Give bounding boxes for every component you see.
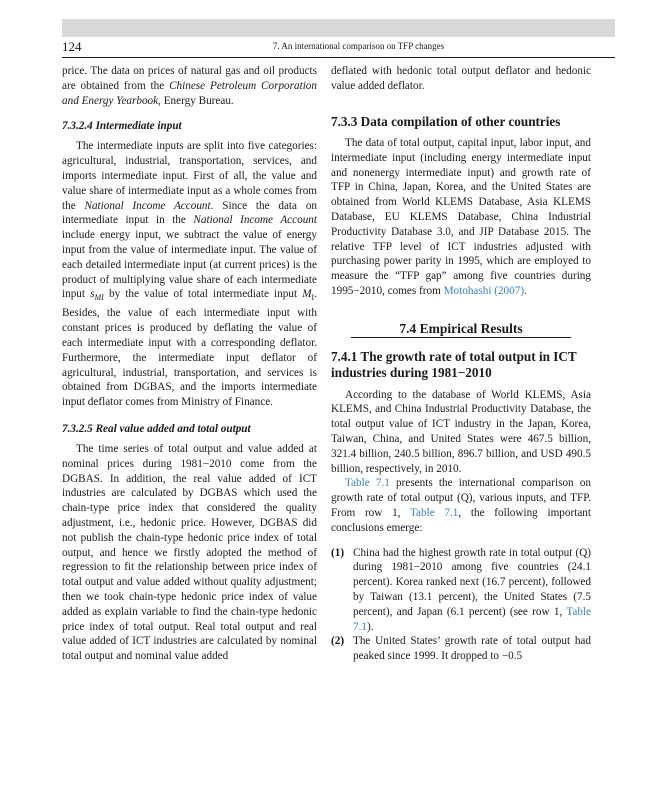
paragraph-real-value-added: The time series of total output and value added at nominal prices during 1981−2010 come from the DGBAS. In addition, the real value added of ICT industries are calculated by DGBAS which used the chain-type price index that considered the quality adjustment, i.e., hedonic price. However, DGBAS did not publish the chain-type hedonic price index of total output, and hence we firstly adopted the method of regression to fit the relationship between price index of total output and value added without quality adjustment; then we took chain-type hedonic price index of value added as explain variable to find the chain-type hedonic price index of total output. Real total output and real value added of ICT industries are calculated by nominal total output and nominal value added: [62, 442, 317, 663]
conclusions-list: [331, 546, 591, 664]
page-number: 124: [62, 39, 82, 54]
paragraph-growth: According to the database of World KLEMS, Asia KLEMS, and China Industrial Productivity Database, the total output value of ICT industry in the Japan, Korea, Taiwan, China, and United States were 467.5 billion, 321.4 billion, 240.5 billion, 896.7 billion, and USD 490.5 billion, respectively, in 2010.: [331, 388, 591, 475]
table-link[interactable]: Table 7.1: [353, 605, 591, 633]
heading-7-3-2-5: 7.3.2.5 Real value added and total output: [62, 422, 251, 435]
heading-7-3-2-4: 7.3.2.4 Intermediate input: [62, 120, 182, 133]
page-header: [62, 37, 615, 58]
list-number: (1): [331, 546, 345, 559]
heading-7-4: 7.4 Empirical Results: [399, 320, 523, 336]
paragraph-intro: price. The data on prices of natural gas and oil products are obtained from the Chinese Petroleum Corporation and Energy Yearbook, Energy Bureau.: [62, 65, 317, 107]
paragraph-data-compilation: The data of total output, capital input, labor input, and intermediate input (including energy intermediate input and nonenergy intermediate input) and growth rate of TFP in China, Japan, Korea, and the United States are obtained from World KLEMS Database, Asia KLEMS Database, EU KLEMS Database, China Industrial Productivity Database 3.0, and JIP Database 2015. The relative TFP level of ICT industries adjusted with purchasing power parity in 1995, which are employed to measure the “TFP gap” among five countries during 1995−2010, comes from Motohashi (2007).: [331, 137, 591, 297]
left-column: [62, 64, 317, 664]
paragraph-intermediate-input: The intermediate inputs are split into five categories: agricultural, industrial, transportation, services, and imports intermediate input. First of all, the value and value share of intermediate input as a whole comes from the National Income Account. Since the data on intermediate input in the National Income Account include energy input, we subtract the value of energy input from the value of intermediate input. The value of each detailed intermediate input (at current prices) is the product of multiplying value share of each intermediate input $s_{MI}$ by the value of total intermediate input $M_I$. Besides, the value of each intermediate input with constant prices is produced by deflating the value of each intermediate input with a corresponding deflator. Furthermore, the intermediate input deflator of agricultural, industrial, transportation, and services is obtained from DGBAS, and the imports intermediate input deflator comes from Ministry of Finance.: [62, 140, 318, 409]
list-item: (2) The United States’ growth rate of total output had peaked since 1999. It dropped to −0.5: [331, 635, 591, 663]
list-number: (2): [331, 635, 345, 648]
table-link[interactable]: Table 7.1: [409, 506, 459, 519]
paragraph-table-ref: Table 7.1 presents the international comparison on growth rate of total output (Q), various inputs, and TFP. From row 1, Table 7.1, the following important conclusions emerge:: [331, 477, 592, 534]
table-link[interactable]: Table 7.1: [345, 477, 390, 490]
paragraph-continued: deflated with hedonic total output deflator and hedonic value added deflator.: [331, 65, 591, 92]
running-title: 7. An international comparison on TFP changes: [272, 41, 445, 51]
header-band: [62, 19, 615, 37]
list-item: (1) China had the highest growth rate in total output (Q) during 1981−2010 among five countries (24.1 percent). Korea ranked next (16.7 percent), followed by Taiwan (13.1 percent), the United States (7.5 percent), and Japan (6.1 percent) (see row 1, Table 7.1).: [331, 546, 591, 633]
right-column: [331, 64, 591, 664]
citation-link[interactable]: Motohashi (2007): [443, 284, 525, 297]
heading-7-3-3: 7.3.3 Data compilation of other countries: [331, 113, 561, 129]
heading-7-4-1: 7.4.1 The growth rate of total output in ICT industries during 1981−2010: [331, 348, 577, 381]
